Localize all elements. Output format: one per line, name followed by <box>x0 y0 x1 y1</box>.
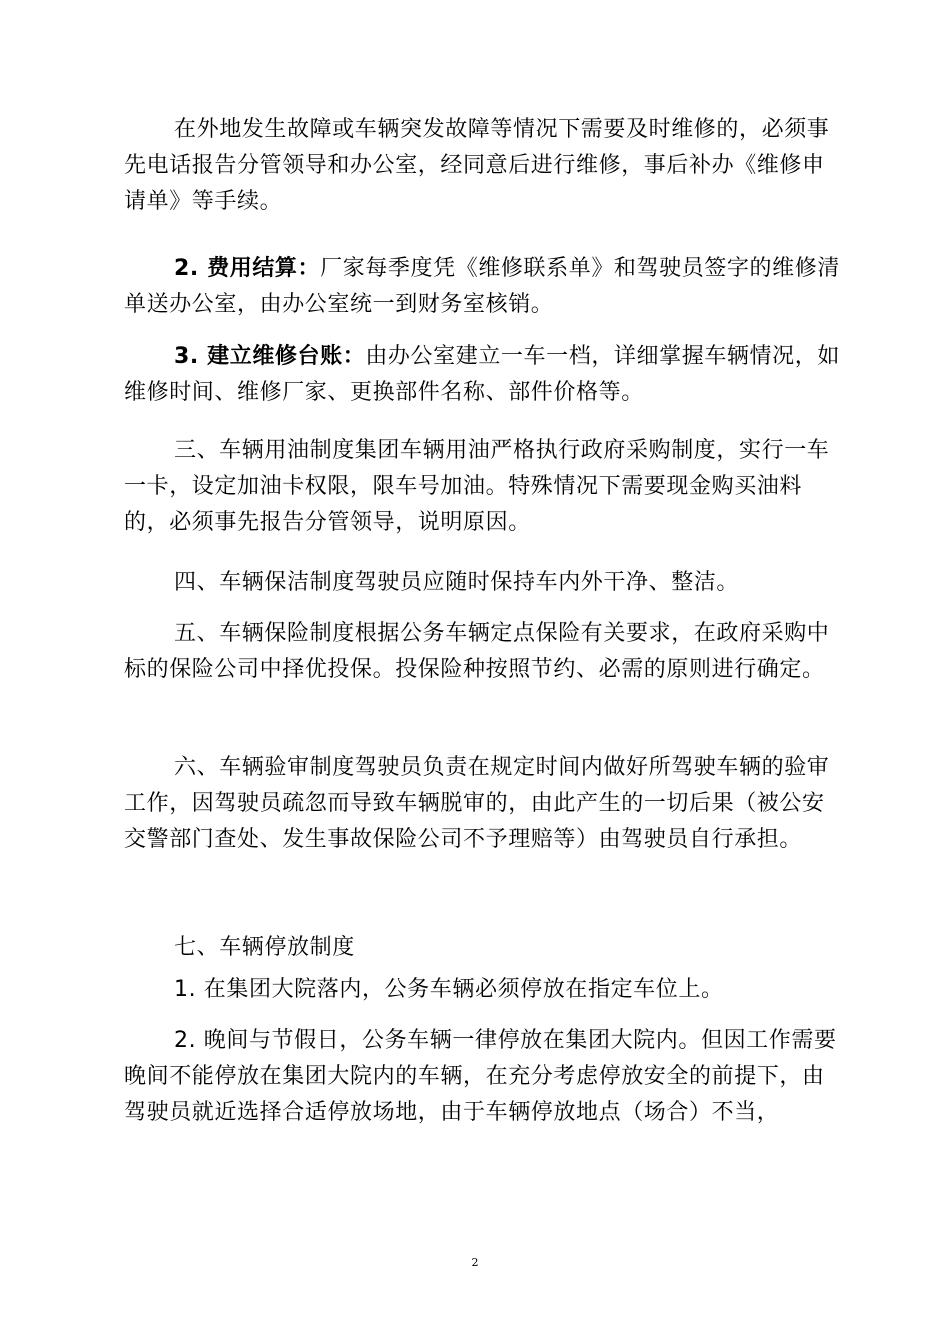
paragraph-parking-1: 1. 在集团大院落内，公务车辆必须停放在指定车位上。 <box>174 977 724 1002</box>
paragraph-fuel-policy <box>124 433 844 541</box>
paragraph-text: 六、车辆验审制度驾驶员负责在规定时间内做好所驾驶车辆的验审工作，因驾驶员疏忽而导致车辆脱审的，由此产生的一切后果（被公安交警部门查处、发生事故保险公司不予理赔等）由驾驶员自行承担。 <box>124 755 830 852</box>
paragraph-parking-2 <box>124 1023 844 1131</box>
paragraph-inspection-policy <box>124 750 844 858</box>
paragraph-text: 四、车辆保洁制度驾驶员应随时保持车内外干净、整洁。 <box>174 570 740 595</box>
paragraph-repair-outside <box>124 112 844 220</box>
paragraph-expense-settlement <box>124 251 844 323</box>
page-number: 2 <box>471 1256 479 1269</box>
paragraph-text: 厂家每季度凭《维修联系单》和驾驶员签字的维修清单送办公室，由办公室统一到财务室核销。 <box>124 256 840 317</box>
paragraph-insurance-policy <box>124 616 844 688</box>
paragraph-text: 2. 晚间与节假日，公务车辆一律停放在集团大院内。但因工作需要晚间不能停放在集团大院内的车辆，在充分考虑停放安全的前提下，由驾驶员就近选择合适停放场地，由于车辆停放地点（场合）不当， <box>124 1028 837 1125</box>
paragraph-cleaning-policy <box>124 565 844 601</box>
paragraph-text: 在外地发生故障或车辆突发故障等情况下需要及时维修的，必须事先电话报告分管领导和办公室，经同意后进行维修，事后补办《维修申请单》等手续。 <box>124 117 830 214</box>
paragraph-text: 由办公室建立一车一档，详细掌握车辆情况，如维修时间、维修厂家、更换部件名称、部件价格等。 <box>124 344 840 405</box>
paragraph-text: 三、车辆用油制度集团车辆用油严格执行政府采购制度，实行一车一卡，设定加油卡权限，限车号加油。特殊情况下需要现金购买油料的，必须事先报告分管领导，说明原因。 <box>124 438 830 535</box>
paragraph-text: 五、车辆保险制度根据公务车辆定点保险有关要求，在政府采购中标的保险公司中择优投保。投保险种按照节约、必需的原则进行确定。 <box>124 621 830 682</box>
paragraph-heading: 3. 建立维修台账： <box>174 344 366 369</box>
paragraph-heading: 2. 费用结算： <box>174 256 321 281</box>
section-heading-parking: 七、车辆停放制度 <box>174 935 355 960</box>
paragraph-repair-ledger <box>124 339 844 411</box>
